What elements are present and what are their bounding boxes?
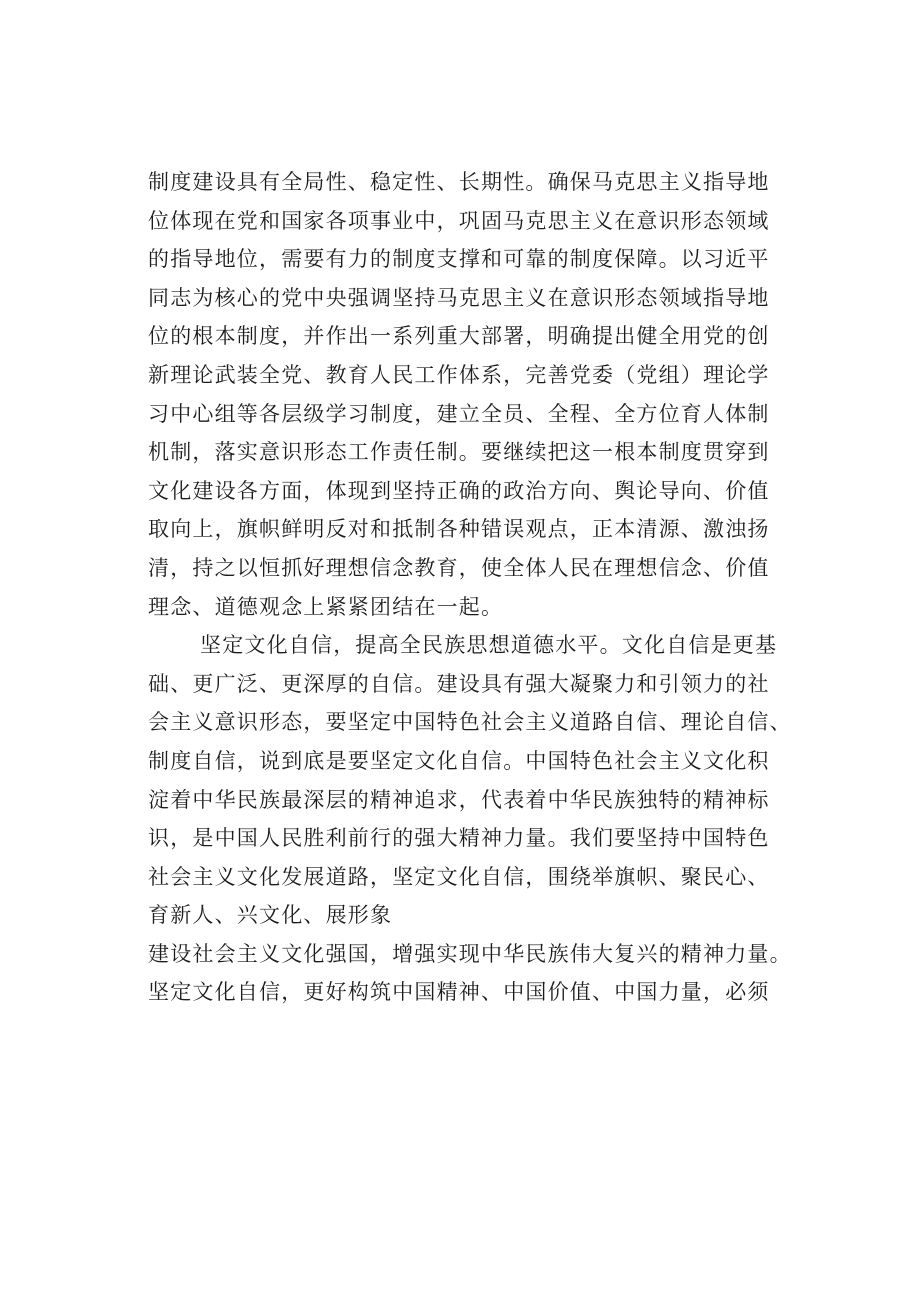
- text-line: 机制，落实意识形态工作责任制。要继续把这一根本制度贯穿到: [148, 440, 770, 465]
- text-line: 新理论武装全党、教育人民工作体系，完善党委（党组）理论学: [148, 362, 770, 387]
- text-line: 习中心组等各层级学习制度，建立全员、全程、全方位育人体制: [148, 401, 770, 426]
- text-line: 识，是中国人民胜利前行的强大精神力量。我们要坚持中国特色: [148, 826, 770, 851]
- text-line: 坚定文化自信，更好构筑中国精神、中国价值、中国力量，必须: [148, 980, 770, 1005]
- text-line: 淀着中华民族最深层的精神追求，代表着中华民族独特的精神标: [148, 787, 770, 812]
- text-line: 制度建设具有全局性、稳定性、长期性。确保马克思主义指导地: [148, 170, 770, 194]
- text-line: 位体现在党和国家各项事业中，巩固马克思主义在意识形态领域: [148, 208, 770, 233]
- paragraph-start-line: 坚定文化自信，提高全民族思想道德水平。文化自信是更基: [200, 633, 778, 658]
- text-line: 建设社会主义文化强国，增强实现中华民族伟大复兴的精神力量。: [148, 941, 792, 966]
- text-line: 清，持之以恒抓好理想信念教育，使全体人民在理想信念、价值: [148, 555, 770, 580]
- text-line: 础、更广泛、更深厚的自信。建设具有强大凝聚力和引领力的社: [148, 671, 770, 696]
- text-line: 会主义意识形态，要坚定中国特色社会主义道路自信、理论自信、: [148, 710, 792, 735]
- text-line: 位的根本制度，并作出一系列重大部署，明确提出健全用党的创: [148, 324, 770, 349]
- text-line: 制度自信，说到底是要坚定文化自信。中国特色社会主义文化积: [148, 748, 770, 773]
- text-line: 同志为核心的党中央强调坚持马克思主义在意识形态领域指导地: [148, 285, 770, 310]
- text-line: 的指导地位，需要有力的制度支撑和可靠的制度保障。以习近平: [148, 247, 770, 272]
- document-body: [148, 163, 828, 1012]
- text-line: 取向上，旗帜鲜明反对和抵制各种错误观点，正本清源、激浊扬: [148, 517, 770, 542]
- text-line: 育新人、兴文化、展形象: [148, 903, 393, 928]
- text-line: 社会主义文化发展道路，坚定文化自信，围绕举旗帜、聚民心、: [148, 864, 770, 889]
- text-line: 理念、道德观念上紧紧团结在一起。: [148, 594, 504, 619]
- text-line: 文化建设各方面，体现到坚持正确的政治方向、舆论导向、价值: [148, 478, 770, 503]
